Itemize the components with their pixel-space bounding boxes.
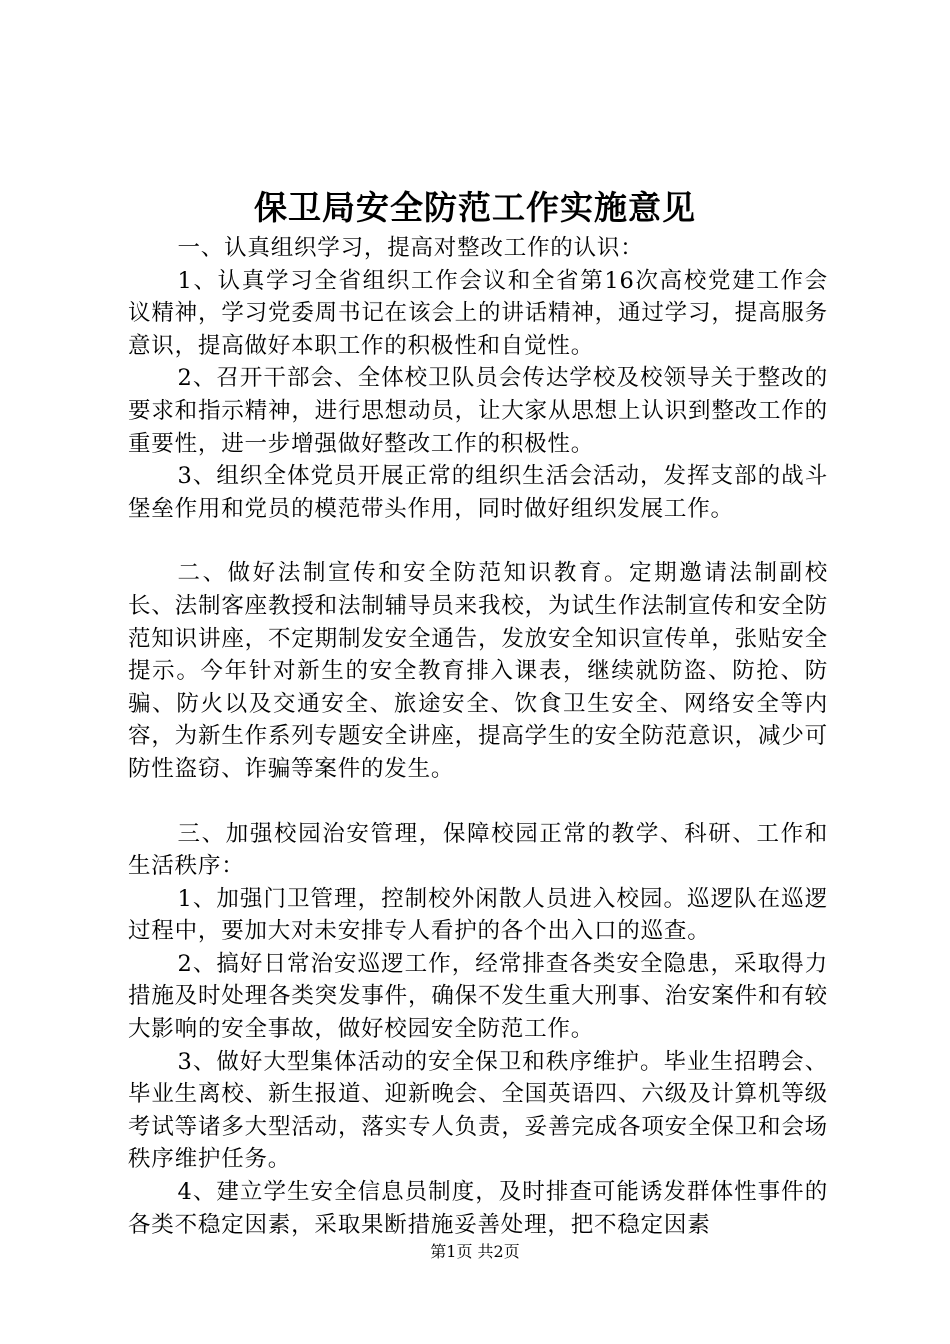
document-body	[128, 232, 828, 1241]
paragraph-3-4: 4、建立学生安全信息员制度，及时排查可能诱发群体性事件的各类不稳定因素，采取果断措施妥善处理，把不稳定因素	[128, 1179, 828, 1238]
paragraph-1-1: 1、认真学习全省组织工作会议和全省第16次高校党建工作会议精神，学习党委周书记在该会上的讲话精神，通过学习，提高服务意识，提高做好本职工作的积极性和自觉性。	[128, 267, 828, 359]
paragraph-3-2: 2、搞好日常治安巡逻工作，经常排查各类安全隐患，采取得力措施及时处理各类突发事件，确保不发生重大刑事、治安案件和有较大影响的安全事故，做好校园安全防范工作。	[128, 950, 828, 1043]
paragraph-3-1: 1、加强门卫管理，控制校外闲散人员进入校园。巡逻队在巡逻过程中，要加大对未安排专人看护的各个出入口的巡查。	[128, 885, 828, 945]
paragraph-3-3: 3、做好大型集体活动的安全保卫和秩序维护。毕业生招聘会、毕业生离校、新生报道、迎新晚会、全国英语四、六级及计算机等级考试等诸多大型活动，落实专人负责，妥善完成各项安全保卫和会场秩序维护任务。	[128, 1048, 828, 1173]
document-title: 保卫局安全防范工作实施意见	[254, 188, 696, 227]
section-heading-3: 三、加强校园治安管理，保障校园正常的教学、科研、工作和生活秩序：	[128, 820, 828, 880]
paragraph-1-2: 2、召开干部会、全体校卫队员会传达学校及校领导关于整改的要求和指示精神，进行思想动员，让大家从思想上认识到整改工作的重要性，进一步增强做好整改工作的积极性。	[128, 365, 828, 457]
section-2-paragraph: 二、做好法制宣传和安全防范知识教育。定期邀请法制副校长、法制客座教授和法制辅导员来我校，为试生作法制宣传和安全防范知识讲座，不定期制发安全通告，发放安全知识宣传单，张贴安全提示。今年针对新生的安全教育排入课表，继续就防盗、防抢、防骗、防火以及交通安全、旅途安全、饮食卫生安全、网络安全等内容，为新生作系列专题安全讲座，提高学生的安全防范意识，减少可防性盗窃、诈骗等案件的发生。	[128, 560, 828, 782]
paragraph-1-3: 3、组织全体党员开展正常的组织生活会活动，发挥支部的战斗堡垒作用和党员的模范带头作用，同时做好组织发展工作。	[128, 463, 828, 522]
page-number-footer: 第1页 共2页	[430, 1242, 520, 1261]
section-heading-1: 一、认真组织学习，提高对整改工作的认识：	[177, 235, 644, 261]
